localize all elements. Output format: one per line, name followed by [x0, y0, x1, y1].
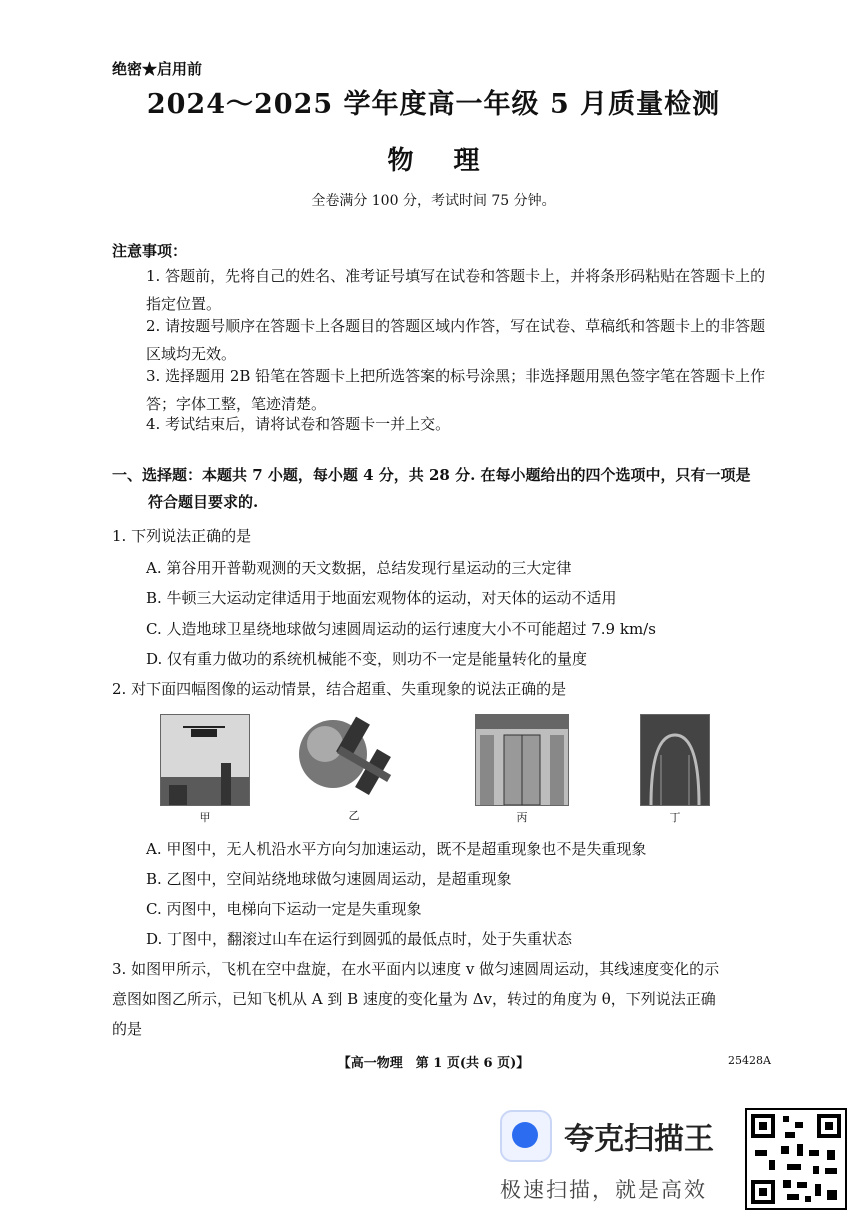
- figure-roller-coaster: [640, 714, 710, 825]
- note-item: 4. 考试结束后，请将试卷和答题卡一并上交。: [146, 415, 451, 433]
- page-footer: 【高一物理 第 1 页(共 6 页)】: [337, 1056, 530, 1071]
- scanner-logo-icon: [500, 1110, 552, 1162]
- notes-heading: 注意事项：: [112, 242, 188, 260]
- figure-space-station: [295, 714, 413, 823]
- figure-caption: 乙: [348, 809, 360, 822]
- question-2-option-b: B. 乙图中，空间站绕地球做匀速圆周运动，是超重现象: [146, 870, 512, 888]
- scanner-watermark: [500, 1108, 740, 1218]
- qr-code: [745, 1108, 847, 1210]
- note-item: 1. 答题前，先将自己的姓名、准考证号填写在试卷和答题卡上，并将条形码粘贴在答题卡上的指定位置。: [146, 267, 766, 313]
- drone-photo: [160, 714, 250, 806]
- space-station-icon: [295, 714, 413, 804]
- note-item: 2. 请按题号顺序在答题卡上各题目的答题区域内作答，写在试卷、草稿纸和答题卡上的非答题区域均无效。: [146, 317, 766, 363]
- question-1-option-a: A. 第谷用开普勒观测的天文数据，总结发现行星运动的三大定律: [146, 559, 572, 577]
- question-2-stem: 2. 对下面四幅图像的运动情景，结合超重、失重现象的说法正确的是: [112, 680, 567, 698]
- question-3-line1: 3. 如图甲所示，飞机在空中盘旋，在水平面内以速度 v 做匀速圆周运动，其线速度变化的示: [112, 960, 720, 978]
- confidential-label: 绝密★启用前: [112, 60, 203, 78]
- section-heading: [112, 462, 762, 516]
- section-heading-line1: 一、选择题：本题共 7 小题，每小题 4 分，共 28 分. 在每小题给出的四个选项中，只有一项是: [112, 466, 751, 484]
- figure-caption: 丙: [516, 811, 528, 824]
- question-2-option-c: C. 丙图中，电梯向下运动一定是失重现象: [146, 900, 422, 918]
- question-3-line3: 的是: [112, 1020, 143, 1038]
- figure-elevator: [475, 714, 569, 825]
- question-2-option-a: A. 甲图中，无人机沿水平方向匀加速运动，既不是超重现象也不是失重现象: [146, 840, 647, 858]
- qr-code-icon: [747, 1110, 845, 1208]
- question-1-stem: 1. 下列说法正确的是: [112, 527, 252, 545]
- question-3-line2: 意图如图乙所示，已知飞机从 A 到 B 速度的变化量为 Δv，转过的角度为 θ，下列说法正确: [112, 990, 716, 1008]
- elevator-icon: [476, 715, 568, 805]
- question-2-figures: [150, 714, 720, 826]
- scanner-slogan: 极速扫描，就是高效: [500, 1178, 707, 1202]
- roller-coaster-icon: [641, 715, 709, 805]
- exam-title: 2024～2025 学年度高一年级 5 月质量检测: [146, 89, 721, 120]
- paper-code: 25428A: [728, 1054, 771, 1067]
- figure-drone: [160, 714, 250, 825]
- subject-title: 物理: [387, 146, 520, 176]
- space-station-photo: [295, 714, 413, 804]
- section-heading-line2: 符合题目要求的.: [148, 493, 259, 511]
- figure-caption: 丁: [669, 811, 681, 824]
- scanner-brand-name: 夸克扫描王: [564, 1122, 714, 1157]
- roller-coaster-photo: [640, 714, 710, 806]
- question-1-option-d: D. 仅有重力做功的系统机械能不变，则功不一定是能量转化的量度: [146, 650, 588, 668]
- exam-meta: 全卷满分 100 分，考试时间 75 分钟。: [311, 193, 556, 209]
- question-2-option-d: D. 丁图中，翻滚过山车在运行到圆弧的最低点时，处于失重状态: [146, 930, 573, 948]
- figure-caption: 甲: [199, 811, 211, 824]
- drone-icon: [161, 715, 249, 805]
- elevator-photo: [475, 714, 569, 806]
- question-1-option-c: C. 人造地球卫星绕地球做匀速圆周运动的运行速度大小不可能超过 7.9 km/s: [146, 620, 656, 638]
- question-1-option-b: B. 牛顿三大运动定律适用于地面宏观物体的运动，对天体的运动不适用: [146, 589, 617, 607]
- note-item: 3. 选择题用 2B 铅笔在答题卡上把所选答案的标号涂黑；非选择题用黑色签字笔在答题卡上作答；字体工整，笔迹清楚。: [146, 367, 766, 413]
